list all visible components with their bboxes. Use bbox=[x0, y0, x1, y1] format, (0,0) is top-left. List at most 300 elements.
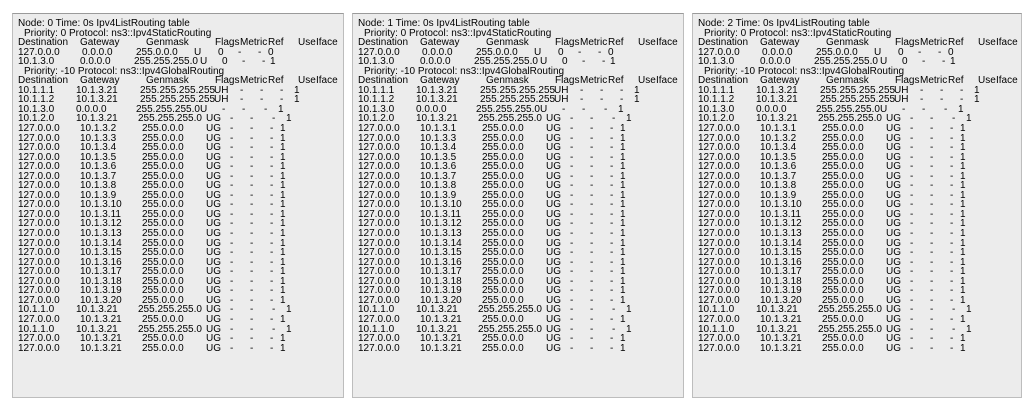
cell-metric: - bbox=[570, 218, 574, 230]
cell-metric: - bbox=[570, 275, 574, 287]
cell-gateway: 10.1.3.17 bbox=[760, 266, 802, 278]
cell-metric: - bbox=[570, 342, 574, 354]
cell-genmask: 255.0.0.0 bbox=[142, 247, 184, 259]
cell-metric: - bbox=[570, 151, 574, 163]
cell-destination: 10.1.1.0 bbox=[358, 304, 395, 316]
cell-gateway: 10.1.3.9 bbox=[80, 189, 117, 201]
cell-iface: 1 bbox=[280, 161, 286, 173]
cell-genmask: 255.0.0.0 bbox=[142, 208, 184, 220]
cell-genmask: 255.0.0.0 bbox=[822, 161, 864, 173]
cell-iface: 1 bbox=[626, 304, 632, 316]
cell-flags: UG bbox=[206, 180, 221, 192]
cell-metric: 0 bbox=[898, 46, 904, 58]
cell-flags: UG bbox=[206, 189, 221, 201]
cell-genmask: 255.0.0.0 bbox=[822, 285, 864, 297]
cell-gateway: 10.1.3.6 bbox=[760, 161, 797, 173]
cell-destination: 10.1.3.0 bbox=[358, 56, 395, 68]
cell-ref: - bbox=[590, 180, 594, 192]
cell-iface: 1 bbox=[960, 142, 966, 154]
cell-ref: - bbox=[600, 84, 604, 96]
cell-use: - bbox=[610, 342, 614, 354]
cell-destination: 10.1.1.0 bbox=[18, 323, 55, 335]
cell-destination: 127.0.0.0 bbox=[18, 189, 60, 201]
cell-ref: - bbox=[250, 189, 254, 201]
cell-iface: 1 bbox=[618, 103, 624, 115]
cell-use: - bbox=[610, 132, 614, 144]
cell-destination: 127.0.0.0 bbox=[18, 46, 60, 58]
cell-flags: UG bbox=[886, 313, 901, 325]
cell-gateway: 10.1.3.5 bbox=[420, 151, 457, 163]
cell-flags: UH bbox=[554, 94, 569, 106]
cell-metric: - bbox=[570, 294, 574, 306]
cell-genmask: 255.0.0.0 bbox=[482, 285, 524, 297]
cell-metric: - bbox=[580, 84, 584, 96]
cell-iface: 1 bbox=[960, 333, 966, 345]
cell-metric: - bbox=[230, 180, 234, 192]
cell-genmask: 255.0.0.0 bbox=[816, 46, 858, 58]
cell-ref: - bbox=[590, 304, 594, 316]
cell-ref: - bbox=[590, 228, 594, 240]
global-routing-priority: Priority: -10 Protocol: ns3::Ipv4GlobalRouting bbox=[364, 65, 565, 77]
global-routing-priority: Priority: -10 Protocol: ns3::Ipv4GlobalRouting bbox=[24, 65, 225, 77]
cell-genmask: 255.0.0.0 bbox=[822, 142, 864, 154]
cell-gateway: 10.1.3.15 bbox=[80, 247, 122, 259]
cell-destination: 127.0.0.0 bbox=[698, 180, 740, 192]
cell-destination: 127.0.0.0 bbox=[18, 123, 60, 135]
cell-ref: - bbox=[250, 285, 254, 297]
cell-gateway: 10.1.3.17 bbox=[420, 266, 462, 278]
cell-gateway: 0.0.0.0 bbox=[82, 46, 113, 58]
cell-genmask: 255.0.0.0 bbox=[822, 189, 864, 201]
cell-iface: 1 bbox=[280, 256, 286, 268]
cell-destination: 10.1.3.0 bbox=[698, 103, 735, 115]
cell-metric: - bbox=[240, 94, 244, 106]
cell-use: - bbox=[950, 333, 954, 345]
cell-gateway: 10.1.3.11 bbox=[420, 208, 461, 220]
cell-metric: - bbox=[570, 113, 574, 125]
cell-gateway: 10.1.3.16 bbox=[80, 256, 122, 268]
cell-ref: - bbox=[590, 132, 594, 144]
cell-use: - bbox=[950, 237, 954, 249]
cell-metric: 0 bbox=[902, 56, 908, 68]
cell-ref: - bbox=[590, 333, 594, 345]
column-header-metric: Metric bbox=[580, 75, 608, 87]
cell-metric: - bbox=[910, 218, 914, 230]
cell-gateway: 10.1.3.6 bbox=[80, 161, 117, 173]
table-row bbox=[18, 344, 343, 354]
cell-metric: - bbox=[910, 304, 914, 316]
cell-gateway: 10.1.3.6 bbox=[420, 161, 457, 173]
cell-iface: 1 bbox=[286, 304, 292, 316]
cell-gateway: 10.1.3.9 bbox=[760, 189, 797, 201]
table-row bbox=[358, 344, 683, 354]
cell-gateway: 10.1.3.20 bbox=[80, 294, 122, 306]
cell-flags: UG bbox=[546, 323, 561, 335]
cell-ref: - bbox=[930, 275, 934, 287]
cell-use: - bbox=[612, 323, 616, 335]
cell-destination: 127.0.0.0 bbox=[18, 151, 60, 163]
column-header-metric: Metric bbox=[920, 75, 948, 87]
cell-gateway: 10.1.3.1 bbox=[420, 123, 457, 135]
cell-ref: - bbox=[590, 323, 594, 335]
cell-ref: - bbox=[930, 170, 934, 182]
cell-use: - bbox=[264, 103, 268, 115]
cell-genmask: 255.0.0.0 bbox=[142, 189, 184, 201]
cell-iface: 1 bbox=[620, 285, 626, 297]
cell-iface: 1 bbox=[950, 56, 956, 68]
cell-ref: - bbox=[590, 237, 594, 249]
static-routing-priority: Priority: 0 Protocol: ns3::Ipv4StaticRouting bbox=[364, 27, 552, 39]
cell-iface: 1 bbox=[620, 228, 626, 240]
cell-genmask: 255.0.0.0 bbox=[822, 237, 864, 249]
cell-iface: 1 bbox=[280, 180, 286, 192]
cell-iface: 1 bbox=[280, 275, 286, 287]
cell-iface: 1 bbox=[966, 113, 972, 125]
cell-use: - bbox=[270, 342, 274, 354]
cell-ref: - bbox=[922, 103, 926, 115]
cell-use: - bbox=[620, 84, 624, 96]
cell-flags: UG bbox=[546, 275, 561, 287]
cell-flags: UG bbox=[886, 342, 901, 354]
cell-flags: UG bbox=[546, 161, 561, 173]
cell-destination: 127.0.0.0 bbox=[698, 123, 740, 135]
cell-use: - bbox=[610, 285, 614, 297]
cell-destination: 127.0.0.0 bbox=[18, 275, 60, 287]
cell-metric: - bbox=[230, 208, 234, 220]
cell-gateway: 10.1.3.18 bbox=[80, 275, 122, 287]
column-header-flags: Flags bbox=[895, 37, 920, 49]
cell-destination: 127.0.0.0 bbox=[358, 237, 400, 249]
cell-ref: - bbox=[250, 237, 254, 249]
cell-genmask: 255.0.0.0 bbox=[482, 275, 524, 287]
cell-gateway: 10.1.3.12 bbox=[760, 218, 802, 230]
column-header-iface: Iface bbox=[316, 75, 338, 87]
cell-genmask: 255.0.0.0 bbox=[482, 123, 524, 135]
panel-content bbox=[18, 19, 343, 353]
title-text: Node: 2 Time: 0s Ipv4ListRouting table bbox=[698, 18, 870, 29]
cell-iface: 1 bbox=[620, 180, 626, 192]
cell-use: - bbox=[952, 304, 956, 316]
cell-metric: - bbox=[920, 84, 924, 96]
cell-gateway: 10.1.3.8 bbox=[760, 180, 797, 192]
cell-genmask: 255.255.255.0 bbox=[818, 113, 882, 125]
cell-ref: - bbox=[590, 313, 594, 325]
cell-ref: - bbox=[250, 161, 254, 173]
column-header-genmask: Genmask bbox=[486, 37, 529, 49]
cell-ref: - bbox=[250, 170, 254, 182]
cell-use: - bbox=[950, 266, 954, 278]
cell-destination: 127.0.0.0 bbox=[698, 142, 740, 154]
cell-flags: UG bbox=[546, 304, 561, 316]
cell-gateway: 10.1.3.21 bbox=[420, 342, 462, 354]
cell-ref: - bbox=[930, 256, 934, 268]
cell-destination: 10.1.3.0 bbox=[18, 103, 55, 115]
cell-flags: UG bbox=[886, 228, 901, 240]
cell-gateway: 10.1.3.10 bbox=[760, 199, 802, 211]
cell-destination: 127.0.0.0 bbox=[358, 189, 400, 201]
column-header-genmask: Genmask bbox=[146, 75, 189, 87]
cell-ref: - bbox=[260, 94, 264, 106]
cell-iface: 1 bbox=[620, 151, 626, 163]
cell-gateway: 10.1.3.21 bbox=[760, 313, 802, 325]
cell-metric: - bbox=[230, 266, 234, 278]
cell-ref: - bbox=[930, 333, 934, 345]
cell-use: - bbox=[610, 275, 614, 287]
cell-flags: UG bbox=[206, 170, 221, 182]
cell-destination: 127.0.0.0 bbox=[698, 199, 740, 211]
cell-iface: 1 bbox=[626, 323, 632, 335]
cell-flags: UG bbox=[886, 123, 901, 135]
cell-metric: - bbox=[230, 285, 234, 297]
cell-genmask: 255.0.0.0 bbox=[482, 294, 524, 306]
cell-flags: UG bbox=[206, 123, 221, 135]
cell-ref: - bbox=[930, 199, 934, 211]
cell-genmask: 255.255.255.0 bbox=[134, 56, 198, 68]
cell-flags: UG bbox=[206, 228, 221, 240]
cell-destination: 127.0.0.0 bbox=[698, 247, 740, 259]
cell-destination: 10.1.1.0 bbox=[698, 304, 735, 316]
cell-gateway: 10.1.3.21 bbox=[760, 333, 802, 345]
cell-metric: - bbox=[230, 304, 234, 316]
cell-flags: UG bbox=[886, 275, 901, 287]
cell-gateway: 10.1.3.7 bbox=[80, 170, 117, 182]
cell-ref: - bbox=[600, 94, 604, 106]
column-header-iface: Iface bbox=[996, 37, 1018, 49]
cell-use: - bbox=[280, 94, 284, 106]
cell-iface: 1 bbox=[960, 161, 966, 173]
cell-metric: - bbox=[570, 266, 574, 278]
cell-iface: 0 bbox=[608, 46, 614, 58]
cell-ref: - bbox=[930, 151, 934, 163]
cell-genmask: 255.255.255.0 bbox=[478, 304, 542, 316]
cell-use: - bbox=[950, 132, 954, 144]
cell-iface: 1 bbox=[620, 333, 626, 345]
column-header-genmask: Genmask bbox=[826, 37, 869, 49]
cell-genmask: 255.255.255.255 bbox=[480, 84, 556, 96]
cell-metric: - bbox=[910, 199, 914, 211]
cell-iface: 1 bbox=[960, 285, 966, 297]
cell-ref: - bbox=[930, 342, 934, 354]
cell-destination: 127.0.0.0 bbox=[358, 180, 400, 192]
cell-destination: 10.1.1.2 bbox=[18, 94, 55, 106]
cell-use: - bbox=[950, 189, 954, 201]
cell-destination: 127.0.0.0 bbox=[698, 189, 740, 201]
cell-use: - bbox=[610, 199, 614, 211]
cell-use: - bbox=[598, 46, 602, 58]
cell-use: - bbox=[270, 142, 274, 154]
cell-use: - bbox=[270, 208, 274, 220]
cell-iface: 1 bbox=[626, 113, 632, 125]
cell-genmask: 255.0.0.0 bbox=[482, 161, 524, 173]
cell-gateway: 10.1.3.21 bbox=[416, 304, 458, 316]
cell-gateway: 10.1.3.21 bbox=[76, 84, 118, 96]
cell-metric: - bbox=[910, 228, 914, 240]
cell-genmask: 255.0.0.0 bbox=[482, 266, 524, 278]
global-routing-priority: Priority: -10 Protocol: ns3::Ipv4GlobalRouting bbox=[704, 65, 905, 77]
cell-gateway: 10.1.3.21 bbox=[420, 313, 462, 325]
cell-gateway: 10.1.3.4 bbox=[420, 142, 457, 154]
cell-metric: - bbox=[230, 123, 234, 135]
cell-iface: 1 bbox=[280, 247, 286, 259]
cell-use: - bbox=[950, 199, 954, 211]
cell-metric: - bbox=[570, 161, 574, 173]
routing-table-panel-node-0 bbox=[12, 13, 344, 398]
cell-metric: - bbox=[910, 142, 914, 154]
cell-use: - bbox=[270, 285, 274, 297]
cell-ref: - bbox=[918, 46, 922, 58]
cell-gateway: 0.0.0.0 bbox=[80, 56, 111, 68]
cell-iface: 1 bbox=[620, 247, 626, 259]
cell-flags: UG bbox=[546, 247, 561, 259]
cell-gateway: 10.1.3.4 bbox=[80, 142, 117, 154]
cell-use: - bbox=[602, 56, 606, 68]
cell-destination: 10.1.1.1 bbox=[698, 84, 735, 96]
column-header-ref: Ref bbox=[608, 37, 624, 49]
cell-ref: - bbox=[930, 113, 934, 125]
cell-ref: - bbox=[578, 46, 582, 58]
cell-gateway: 10.1.3.2 bbox=[760, 132, 797, 144]
cell-use: - bbox=[620, 94, 624, 106]
cell-iface: 1 bbox=[960, 294, 966, 306]
cell-destination: 127.0.0.0 bbox=[358, 333, 400, 345]
cell-gateway: 0.0.0.0 bbox=[760, 56, 791, 68]
cell-iface: 1 bbox=[280, 132, 286, 144]
cell-use: - bbox=[270, 333, 274, 345]
cell-destination: 127.0.0.0 bbox=[358, 266, 400, 278]
cell-flags: UG bbox=[546, 256, 561, 268]
cell-metric: - bbox=[570, 333, 574, 345]
cell-ref: - bbox=[940, 94, 944, 106]
cell-metric: - bbox=[910, 342, 914, 354]
cell-metric: - bbox=[902, 103, 906, 115]
cell-metric: - bbox=[570, 285, 574, 297]
cell-ref: - bbox=[590, 208, 594, 220]
cell-ref: - bbox=[238, 46, 242, 58]
column-header-destination: Destination bbox=[358, 75, 409, 87]
cell-iface: 1 bbox=[960, 237, 966, 249]
cell-flags: UG bbox=[886, 180, 901, 192]
cell-destination: 127.0.0.0 bbox=[358, 170, 400, 182]
cell-ref: - bbox=[250, 304, 254, 316]
column-header-flags: Flags bbox=[555, 37, 580, 49]
cell-destination: 127.0.0.0 bbox=[18, 285, 60, 297]
column-header-ref: Ref bbox=[608, 75, 624, 87]
cell-use: - bbox=[280, 84, 284, 96]
cell-gateway: 10.1.3.21 bbox=[76, 304, 118, 316]
cell-genmask: 255.0.0.0 bbox=[482, 333, 524, 345]
column-header-use: Use bbox=[638, 37, 656, 49]
cell-metric: - bbox=[230, 247, 234, 259]
cell-metric: 0 bbox=[558, 46, 564, 58]
cell-flags: UG bbox=[546, 170, 561, 182]
cell-genmask: 255.0.0.0 bbox=[822, 275, 864, 287]
cell-use: - bbox=[270, 275, 274, 287]
cell-metric: - bbox=[570, 304, 574, 316]
cell-metric: - bbox=[230, 113, 234, 125]
cell-flags: UG bbox=[206, 313, 221, 325]
cell-use: - bbox=[610, 123, 614, 135]
cell-use: - bbox=[950, 294, 954, 306]
cell-ref: - bbox=[250, 132, 254, 144]
cell-genmask: 255.255.255.0 bbox=[138, 113, 202, 125]
cell-destination: 127.0.0.0 bbox=[358, 123, 400, 135]
cell-flags: UH bbox=[554, 84, 569, 96]
cell-genmask: 255.255.255.0 bbox=[476, 103, 540, 115]
cell-flags: UG bbox=[886, 199, 901, 211]
cell-ref: - bbox=[250, 218, 254, 230]
cell-destination: 127.0.0.0 bbox=[698, 313, 740, 325]
cell-iface: 1 bbox=[960, 266, 966, 278]
cell-iface: 1 bbox=[960, 208, 966, 220]
cell-metric: - bbox=[570, 132, 574, 144]
cell-iface: 1 bbox=[960, 180, 966, 192]
cell-destination: 127.0.0.0 bbox=[358, 313, 400, 325]
cell-iface: 1 bbox=[960, 256, 966, 268]
cell-destination: 127.0.0.0 bbox=[358, 342, 400, 354]
cell-genmask: 255.0.0.0 bbox=[142, 180, 184, 192]
cell-genmask: 255.0.0.0 bbox=[482, 189, 524, 201]
cell-flags: UG bbox=[206, 142, 221, 154]
cell-genmask: 255.0.0.0 bbox=[822, 333, 864, 345]
static-routing-priority: Priority: 0 Protocol: ns3::Ipv4StaticRouting bbox=[24, 27, 212, 39]
cell-flags: UG bbox=[886, 266, 901, 278]
column-header-use: Use bbox=[978, 37, 996, 49]
cell-use: - bbox=[612, 304, 616, 316]
cell-iface: 1 bbox=[960, 189, 966, 201]
cell-gateway: 10.1.3.21 bbox=[416, 84, 458, 96]
cell-use: - bbox=[950, 161, 954, 173]
cell-iface: 1 bbox=[280, 199, 286, 211]
cell-destination: 127.0.0.0 bbox=[698, 151, 740, 163]
cell-ref: - bbox=[930, 208, 934, 220]
cell-gateway: 10.1.3.2 bbox=[80, 123, 117, 135]
cell-use: - bbox=[270, 151, 274, 163]
cell-genmask: 255.255.255.0 bbox=[478, 323, 542, 335]
cell-destination: 127.0.0.0 bbox=[358, 46, 400, 58]
cell-use: - bbox=[950, 228, 954, 240]
column-header-ref: Ref bbox=[948, 75, 964, 87]
cell-flags: UG bbox=[546, 142, 561, 154]
cell-flags: UG bbox=[546, 228, 561, 240]
cell-ref: - bbox=[250, 180, 254, 192]
column-header-ref: Ref bbox=[268, 37, 284, 49]
cell-destination: 127.0.0.0 bbox=[18, 218, 60, 230]
cell-use: - bbox=[270, 247, 274, 259]
cell-genmask: 255.0.0.0 bbox=[822, 247, 864, 259]
cell-gateway: 10.1.3.18 bbox=[420, 275, 462, 287]
cell-destination: 127.0.0.0 bbox=[18, 132, 60, 144]
column-header-iface: Iface bbox=[656, 75, 678, 87]
cell-flags: UG bbox=[886, 237, 901, 249]
cell-use: - bbox=[610, 189, 614, 201]
cell-gateway: 10.1.3.3 bbox=[420, 132, 457, 144]
cell-metric: - bbox=[910, 275, 914, 287]
cell-metric: - bbox=[562, 103, 566, 115]
cell-iface: 1 bbox=[974, 94, 980, 106]
cell-gateway: 10.1.3.21 bbox=[420, 333, 462, 345]
column-header-iface: Iface bbox=[316, 37, 338, 49]
cell-genmask: 255.255.255.0 bbox=[138, 304, 202, 316]
cell-iface: 1 bbox=[610, 56, 616, 68]
cell-iface: 1 bbox=[958, 103, 964, 115]
panel-content bbox=[358, 19, 683, 353]
cell-destination: 127.0.0.0 bbox=[698, 285, 740, 297]
cell-iface: 1 bbox=[280, 151, 286, 163]
cell-ref: - bbox=[930, 237, 934, 249]
cell-use: - bbox=[610, 142, 614, 154]
cell-gateway: 10.1.3.21 bbox=[756, 323, 798, 335]
cell-metric: - bbox=[910, 323, 914, 335]
